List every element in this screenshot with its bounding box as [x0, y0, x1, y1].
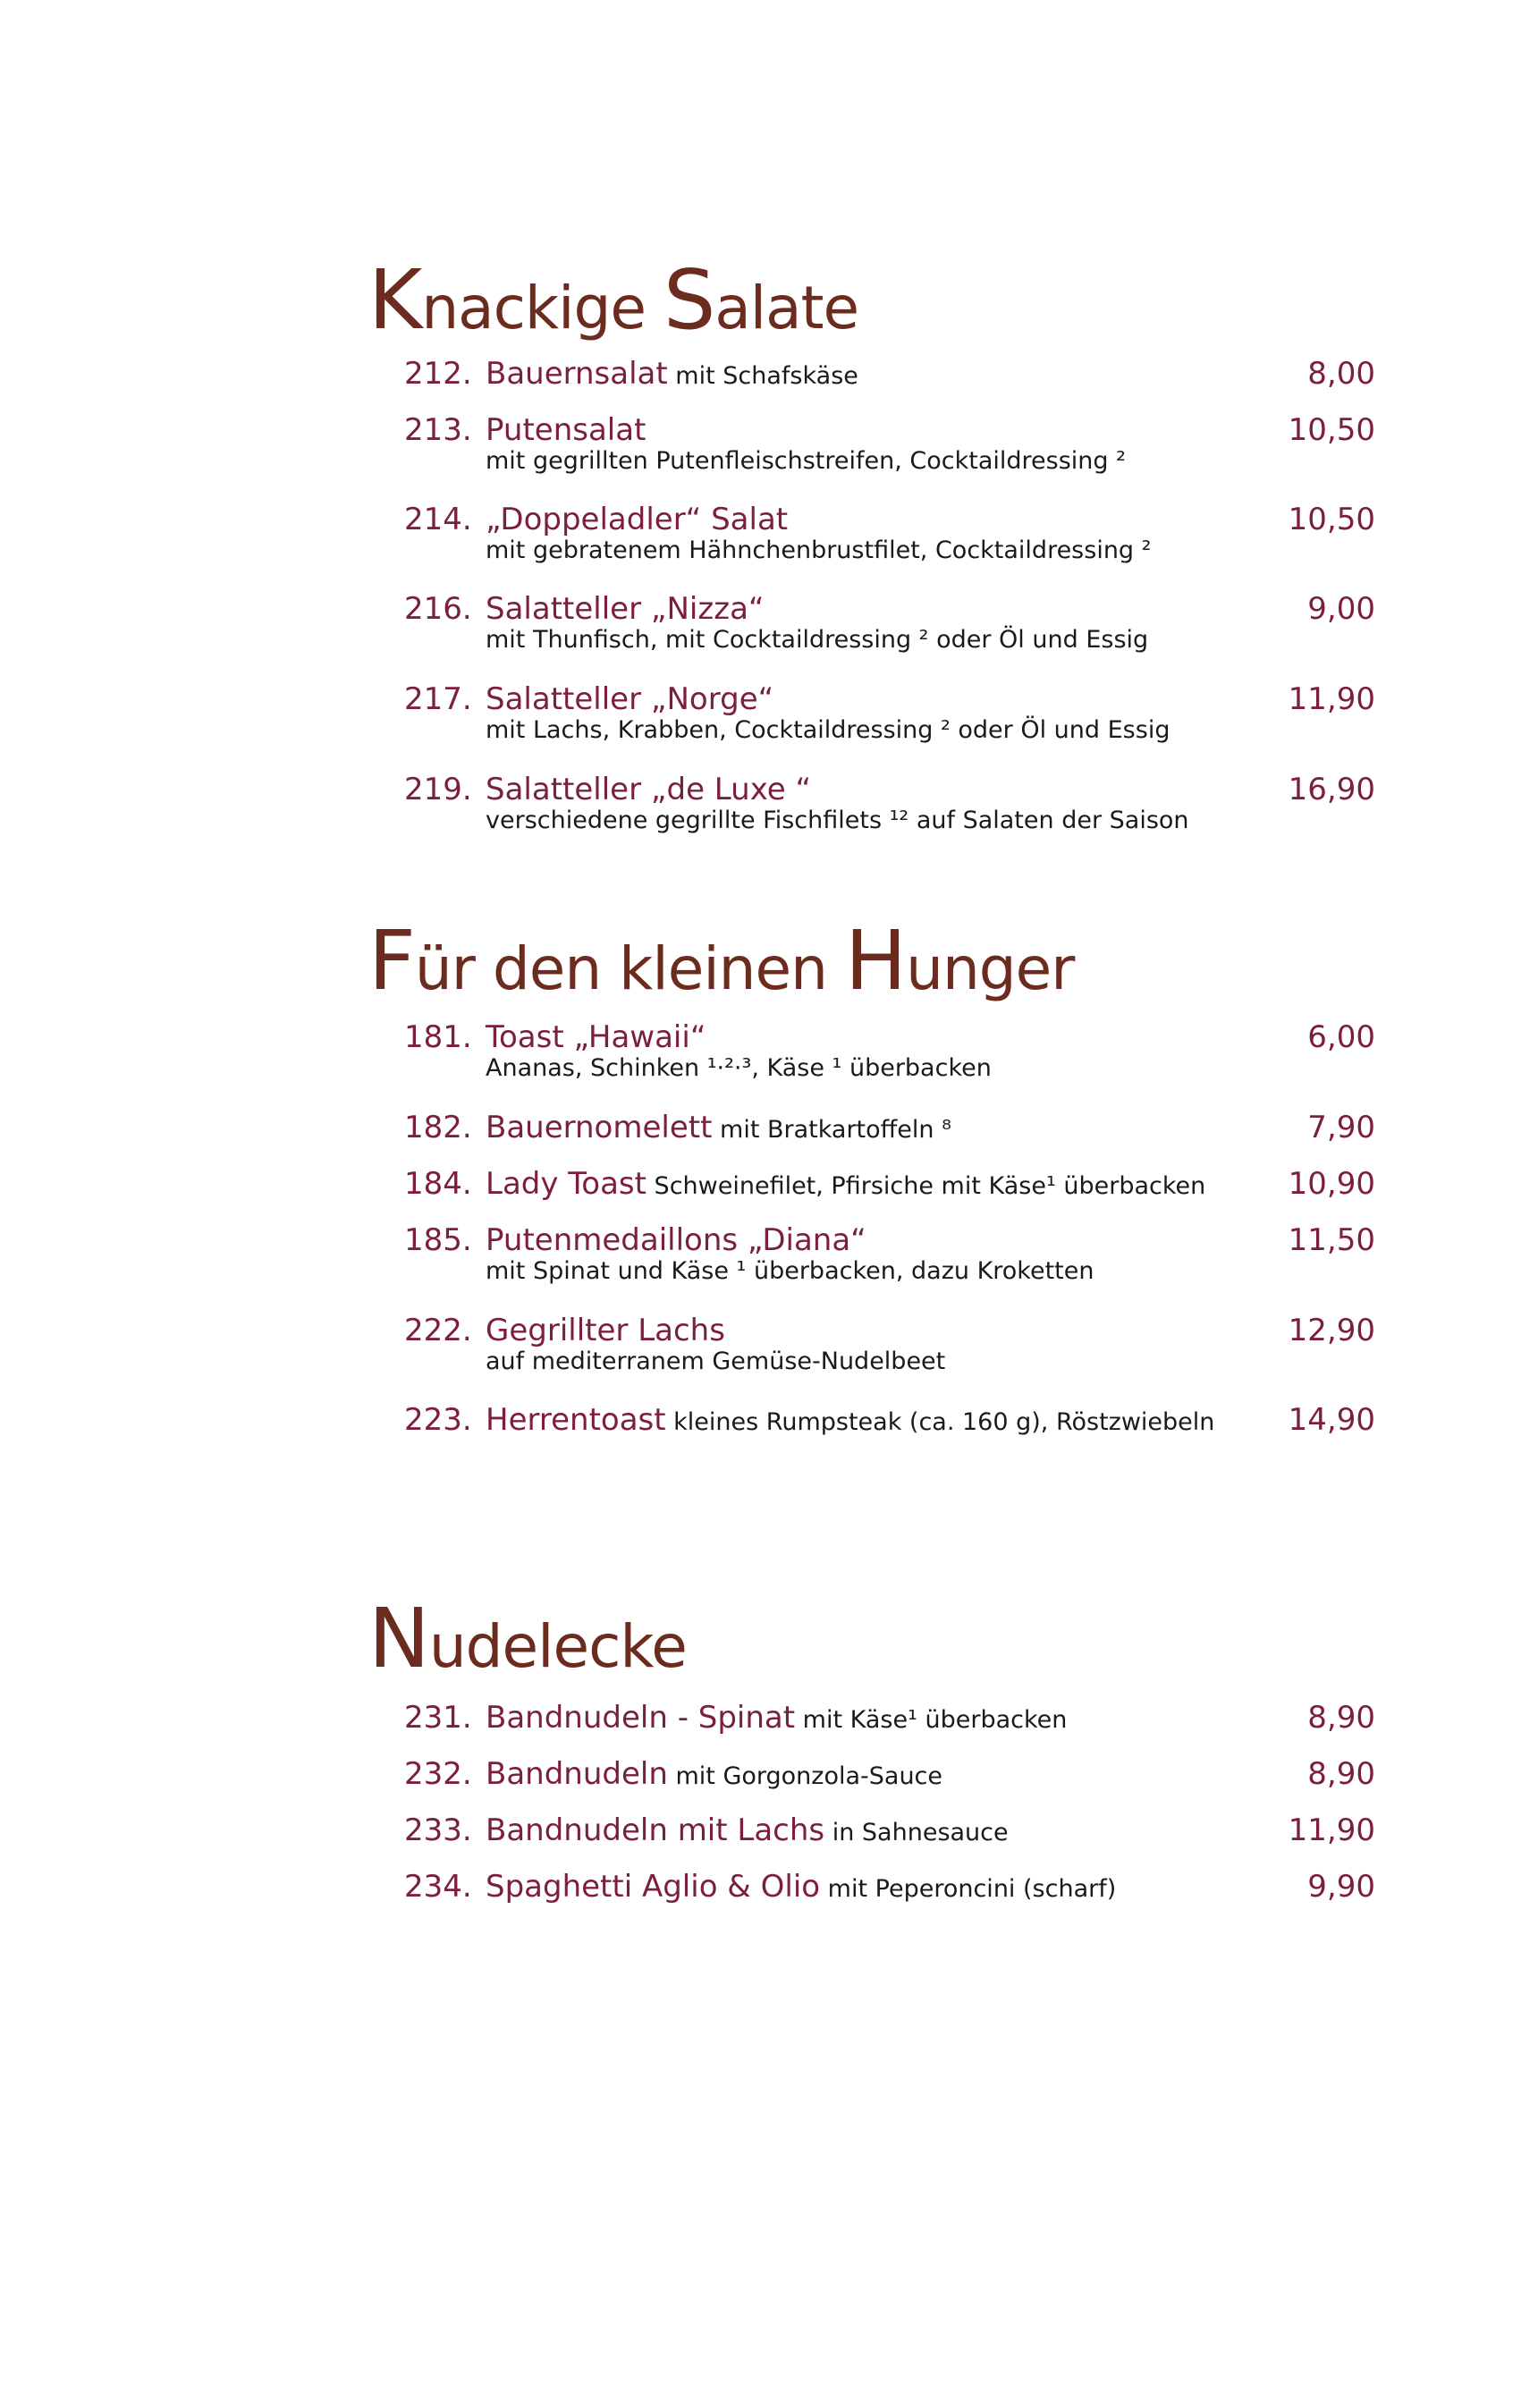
- item-number: 212.: [404, 356, 472, 392]
- item-number: 213.: [404, 412, 472, 448]
- item-name: Bandnudeln - Spinat mit Käse¹ überbacken: [486, 1700, 1068, 1736]
- item-description: verschiedene gegrillte Fischfilets ¹² auf Salaten der Saison: [486, 807, 1189, 834]
- item-price: 10,50: [1288, 412, 1375, 448]
- item-price: 11,90: [1288, 681, 1375, 717]
- menu-item: [0, 1018, 1538, 1082]
- menu-item: [0, 1811, 1538, 1850]
- menu-item: [0, 1400, 1538, 1440]
- item-description: mit gebratenem Hähnchenbrustfilet, Cocktaildressing ²: [486, 537, 1152, 564]
- item-price: 8,00: [1307, 356, 1375, 392]
- item-number: 185.: [404, 1222, 472, 1258]
- item-price: 16,90: [1288, 772, 1375, 807]
- item-name: „Doppeladler“ Salat: [486, 502, 789, 537]
- item-name: Bandnudeln mit Lachs in Sahnesauce: [486, 1812, 1009, 1848]
- item-price: 9,90: [1307, 1869, 1375, 1905]
- item-inline-description: mit Peperoncini (scharf): [820, 1875, 1117, 1903]
- item-price: 8,90: [1307, 1700, 1375, 1736]
- section-heading: Knackige Salate: [368, 252, 859, 348]
- item-price: 11,90: [1288, 1812, 1375, 1848]
- item-inline-description: mit Bratkartoffeln ⁸: [712, 1116, 951, 1144]
- item-number: 233.: [404, 1812, 472, 1848]
- item-price: 6,00: [1307, 1019, 1375, 1055]
- menu-item: [0, 680, 1538, 744]
- item-price: 11,50: [1288, 1222, 1375, 1258]
- item-inline-description: in Sahnesauce: [824, 1819, 1009, 1846]
- item-number: 181.: [404, 1019, 472, 1055]
- item-price: 12,90: [1288, 1313, 1375, 1348]
- item-name: Gegrillter Lachs: [486, 1313, 725, 1348]
- menu-item: [0, 770, 1538, 834]
- item-price: 14,90: [1288, 1402, 1375, 1438]
- item-inline-description: mit Gorgonzola-Sauce: [667, 1762, 943, 1790]
- item-number: 214.: [404, 502, 472, 537]
- section-heading: Nudelecke: [368, 1591, 687, 1686]
- item-name: Spaghetti Aglio & Olio mit Peperoncini (scharf): [486, 1869, 1117, 1905]
- item-price: 10,90: [1288, 1166, 1375, 1202]
- item-description: Ananas, Schinken ¹·²·³, Käse ¹ überbacken: [486, 1054, 992, 1082]
- item-name: Bandnudeln mit Gorgonzola-Sauce: [486, 1756, 943, 1792]
- item-description: mit Lachs, Krabben, Cocktaildressing ² oder Öl und Essig: [486, 716, 1170, 744]
- item-inline-description: mit Käse¹ überbacken: [795, 1706, 1068, 1734]
- menu-item: [0, 1754, 1538, 1794]
- item-price: 9,00: [1307, 591, 1375, 627]
- item-number: 231.: [404, 1700, 472, 1736]
- menu-item: [0, 410, 1538, 475]
- item-price: 7,90: [1307, 1110, 1375, 1145]
- menu-item: [0, 589, 1538, 654]
- item-description: mit gegrillten Putenfleischstreifen, Cocktaildressing ²: [486, 447, 1126, 475]
- item-number: 222.: [404, 1313, 472, 1348]
- item-price: 8,90: [1307, 1756, 1375, 1792]
- item-name: Herrentoast kleines Rumpsteak (ca. 160 g), Röstzwiebeln: [486, 1402, 1215, 1438]
- menu-item: [0, 500, 1538, 564]
- item-number: 232.: [404, 1756, 472, 1792]
- item-number: 184.: [404, 1166, 472, 1202]
- item-description: mit Thunfisch, mit Cocktaildressing ² oder Öl und Essig: [486, 626, 1149, 654]
- item-number: 216.: [404, 591, 472, 627]
- item-number: 182.: [404, 1110, 472, 1145]
- item-number: 217.: [404, 681, 472, 717]
- item-name: Salatteller „Norge“: [486, 681, 774, 717]
- menu-item: [0, 354, 1538, 393]
- item-inline-description: mit Schafskäse: [667, 362, 858, 390]
- item-description: mit Spinat und Käse ¹ überbacken, dazu Kroketten: [486, 1257, 1094, 1285]
- menu-item: [0, 1311, 1538, 1375]
- item-number: 219.: [404, 772, 472, 807]
- item-description: auf mediterranem Gemüse-Nudelbeet: [486, 1348, 946, 1375]
- menu-item: [0, 1221, 1538, 1285]
- item-number: 223.: [404, 1402, 472, 1438]
- item-price: 10,50: [1288, 502, 1375, 537]
- item-name: Lady Toast Schweinefilet, Pfirsiche mit Käse¹ überbacken: [486, 1166, 1206, 1202]
- menu-item: [0, 1698, 1538, 1737]
- item-name: Toast „Hawaii“: [486, 1019, 706, 1055]
- menu-item: [0, 1108, 1538, 1147]
- item-name: Salatteller „Nizza“: [486, 591, 765, 627]
- item-name: Bauernsalat mit Schafskäse: [486, 356, 858, 392]
- item-name: Salatteller „de Luxe “: [486, 772, 812, 807]
- item-name: Bauernomelett mit Bratkartoffeln ⁸: [486, 1110, 951, 1145]
- item-name: Putensalat: [486, 412, 646, 448]
- section-heading: Für den kleinen Hunger: [368, 913, 1075, 1009]
- item-name: Putenmedaillons „Diana“: [486, 1222, 866, 1258]
- item-number: 234.: [404, 1869, 472, 1905]
- item-inline-description: Schweinefilet, Pfirsiche mit Käse¹ überbacken: [646, 1172, 1206, 1200]
- item-inline-description: kleines Rumpsteak (ca. 160 g), Röstzwiebeln: [665, 1408, 1215, 1436]
- menu-item: [0, 1164, 1538, 1204]
- menu-item: [0, 1867, 1538, 1906]
